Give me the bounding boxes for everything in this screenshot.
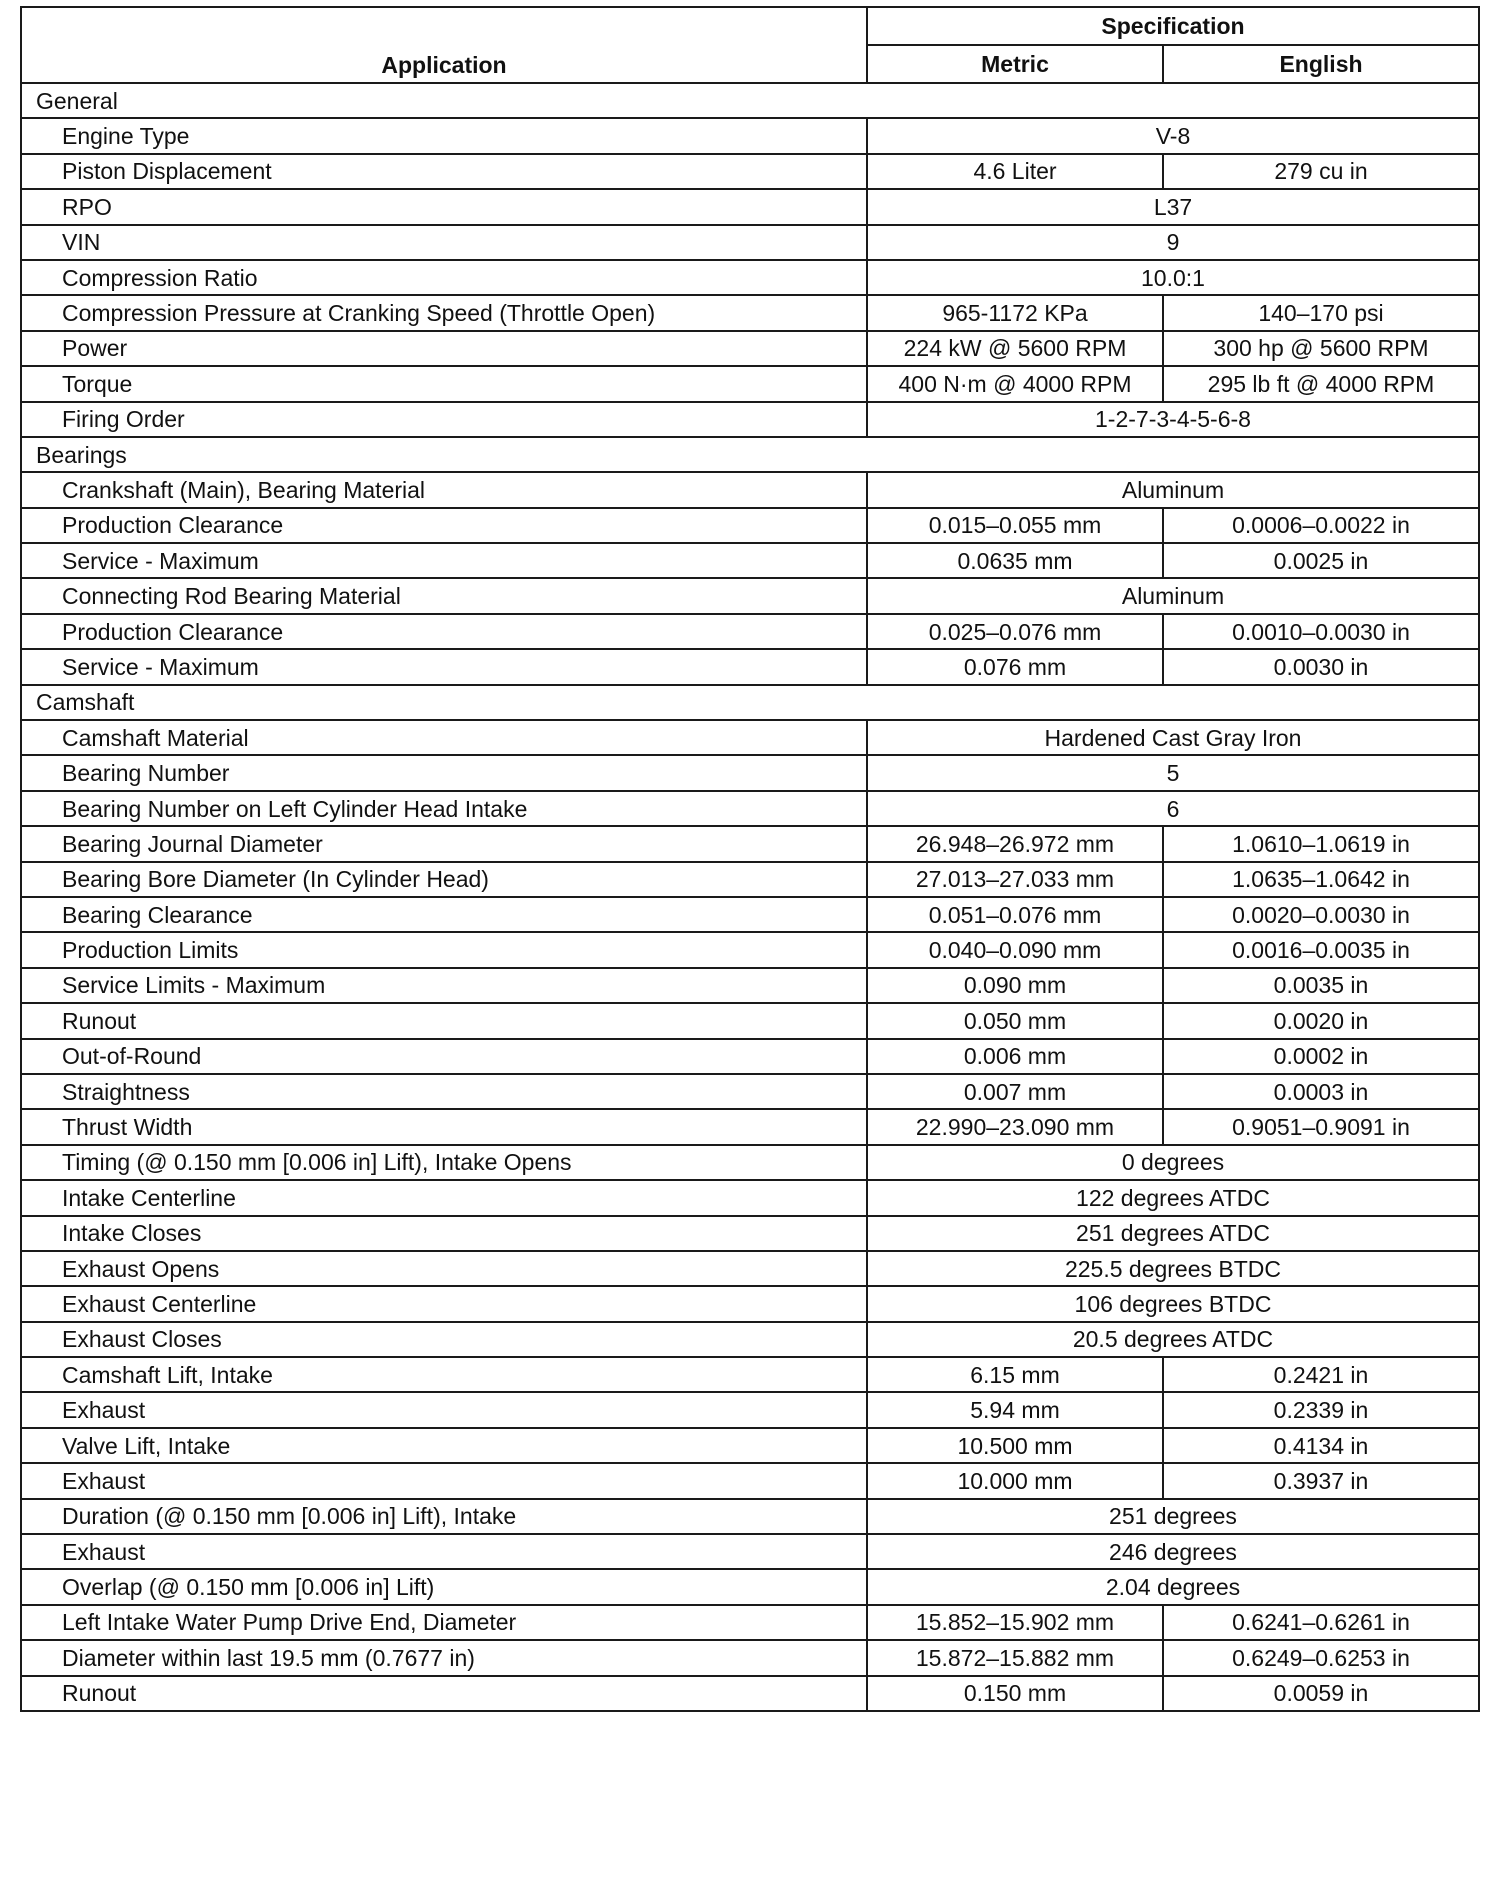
specification-cell: 225.5 degrees BTDC bbox=[867, 1251, 1479, 1286]
table-row bbox=[21, 472, 1479, 507]
english-cell: 0.9051–0.9091 in bbox=[1163, 1109, 1479, 1144]
application-cell: Camshaft Lift, Intake bbox=[21, 1357, 867, 1392]
table-row bbox=[21, 154, 1479, 189]
application-cell: RPO bbox=[21, 189, 867, 224]
table-row bbox=[21, 1216, 1479, 1251]
english-cell: 0.2339 in bbox=[1163, 1392, 1479, 1427]
table-row bbox=[21, 1534, 1479, 1569]
metric-cell: 400 N·m @ 4000 RPM bbox=[867, 366, 1163, 401]
application-cell: Compression Ratio bbox=[21, 260, 867, 295]
application-cell: Exhaust bbox=[21, 1534, 867, 1569]
specification-cell: Aluminum bbox=[867, 472, 1479, 507]
metric-cell: 0.015–0.055 mm bbox=[867, 508, 1163, 543]
application-cell: Exhaust bbox=[21, 1392, 867, 1427]
application-cell: Piston Displacement bbox=[21, 154, 867, 189]
metric-cell: 15.872–15.882 mm bbox=[867, 1640, 1163, 1675]
english-cell: 300 hp @ 5600 RPM bbox=[1163, 331, 1479, 366]
application-cell: Production Limits bbox=[21, 932, 867, 967]
english-cell: 0.0002 in bbox=[1163, 1039, 1479, 1074]
application-cell: Duration (@ 0.150 mm [0.006 in] Lift), Intake bbox=[21, 1499, 867, 1534]
application-cell: Straightness bbox=[21, 1074, 867, 1109]
specification-cell: 20.5 degrees ATDC bbox=[867, 1322, 1479, 1357]
table-row bbox=[21, 1109, 1479, 1144]
english-cell: 0.0006–0.0022 in bbox=[1163, 508, 1479, 543]
metric-cell: 0.051–0.076 mm bbox=[867, 897, 1163, 932]
application-cell: Diameter within last 19.5 mm (0.7677 in) bbox=[21, 1640, 867, 1675]
application-cell: Intake Closes bbox=[21, 1216, 867, 1251]
table-row bbox=[21, 1286, 1479, 1321]
table-header bbox=[21, 7, 1479, 83]
english-cell: 0.0030 in bbox=[1163, 649, 1479, 684]
application-cell: Exhaust Centerline bbox=[21, 1286, 867, 1321]
metric-cell: 22.990–23.090 mm bbox=[867, 1109, 1163, 1144]
table-row bbox=[21, 720, 1479, 755]
specification-cell: 106 degrees BTDC bbox=[867, 1286, 1479, 1321]
english-cell: 0.0010–0.0030 in bbox=[1163, 614, 1479, 649]
application-cell: Runout bbox=[21, 1676, 867, 1711]
specification-cell: 246 degrees bbox=[867, 1534, 1479, 1569]
application-cell: Left Intake Water Pump Drive End, Diameter bbox=[21, 1605, 867, 1640]
metric-cell: 27.013–27.033 mm bbox=[867, 862, 1163, 897]
table-row bbox=[21, 1180, 1479, 1215]
table-row bbox=[21, 402, 1479, 437]
application-cell: Bearing Bore Diameter (In Cylinder Head) bbox=[21, 862, 867, 897]
table-row bbox=[21, 1499, 1479, 1534]
english-cell: 0.0059 in bbox=[1163, 1676, 1479, 1711]
application-cell: Out-of-Round bbox=[21, 1039, 867, 1074]
english-cell: 0.6249–0.6253 in bbox=[1163, 1640, 1479, 1675]
table-body bbox=[21, 83, 1479, 1711]
application-cell: Overlap (@ 0.150 mm [0.006 in] Lift) bbox=[21, 1569, 867, 1604]
table-row bbox=[21, 1039, 1479, 1074]
application-cell: Bearing Number on Left Cylinder Head Intake bbox=[21, 791, 867, 826]
table-row bbox=[21, 1145, 1479, 1180]
english-cell: 0.0003 in bbox=[1163, 1074, 1479, 1109]
application-cell: Service - Maximum bbox=[21, 649, 867, 684]
table-row bbox=[21, 1463, 1479, 1498]
metric-cell: 6.15 mm bbox=[867, 1357, 1163, 1392]
application-cell: Connecting Rod Bearing Material bbox=[21, 578, 867, 613]
metric-cell: 0.150 mm bbox=[867, 1676, 1163, 1711]
application-cell: Thrust Width bbox=[21, 1109, 867, 1144]
specification-header: Specification bbox=[867, 7, 1479, 45]
table-row bbox=[21, 755, 1479, 790]
metric-cell: 0.007 mm bbox=[867, 1074, 1163, 1109]
specification-cell: L37 bbox=[867, 189, 1479, 224]
table-row bbox=[21, 1392, 1479, 1427]
english-cell: 140–170 psi bbox=[1163, 295, 1479, 330]
application-cell: Crankshaft (Main), Bearing Material bbox=[21, 472, 867, 507]
specification-cell: Hardened Cast Gray Iron bbox=[867, 720, 1479, 755]
section-label: Bearings bbox=[21, 437, 1479, 472]
table-row bbox=[21, 1357, 1479, 1392]
table-row bbox=[21, 791, 1479, 826]
metric-header: Metric bbox=[867, 45, 1163, 83]
table-row bbox=[21, 1605, 1479, 1640]
table-row bbox=[21, 578, 1479, 613]
application-cell: Intake Centerline bbox=[21, 1180, 867, 1215]
english-cell: 0.2421 in bbox=[1163, 1357, 1479, 1392]
specification-cell: 251 degrees bbox=[867, 1499, 1479, 1534]
application-cell: Torque bbox=[21, 366, 867, 401]
metric-cell: 0.040–0.090 mm bbox=[867, 932, 1163, 967]
english-cell: 0.0025 in bbox=[1163, 543, 1479, 578]
metric-cell: 4.6 Liter bbox=[867, 154, 1163, 189]
application-cell: Power bbox=[21, 331, 867, 366]
application-cell: Service Limits - Maximum bbox=[21, 968, 867, 1003]
metric-cell: 0.090 mm bbox=[867, 968, 1163, 1003]
application-cell: Valve Lift, Intake bbox=[21, 1428, 867, 1463]
table-row bbox=[21, 826, 1479, 861]
table-row bbox=[21, 543, 1479, 578]
english-cell: 0.0020–0.0030 in bbox=[1163, 897, 1479, 932]
application-cell: Bearing Number bbox=[21, 755, 867, 790]
english-cell: 0.0020 in bbox=[1163, 1003, 1479, 1038]
table-row bbox=[21, 1676, 1479, 1711]
english-cell: 0.6241–0.6261 in bbox=[1163, 1605, 1479, 1640]
table-row bbox=[21, 508, 1479, 543]
application-cell: Timing (@ 0.150 mm [0.006 in] Lift), Intake Opens bbox=[21, 1145, 867, 1180]
english-cell: 279 cu in bbox=[1163, 154, 1479, 189]
specification-cell: V-8 bbox=[867, 118, 1479, 153]
specification-cell: 9 bbox=[867, 225, 1479, 260]
table-row bbox=[21, 968, 1479, 1003]
application-cell: Bearing Journal Diameter bbox=[21, 826, 867, 861]
metric-cell: 15.852–15.902 mm bbox=[867, 1605, 1163, 1640]
section-row bbox=[21, 685, 1479, 720]
metric-cell: 0.050 mm bbox=[867, 1003, 1163, 1038]
english-header: English bbox=[1163, 45, 1479, 83]
application-cell: Camshaft Material bbox=[21, 720, 867, 755]
application-header: Application bbox=[21, 7, 867, 83]
application-cell: Compression Pressure at Cranking Speed (Throttle Open) bbox=[21, 295, 867, 330]
table-row bbox=[21, 614, 1479, 649]
english-cell: 0.3937 in bbox=[1163, 1463, 1479, 1498]
specification-cell: 1-2-7-3-4-5-6-8 bbox=[867, 402, 1479, 437]
metric-cell: 10.000 mm bbox=[867, 1463, 1163, 1498]
application-cell: Runout bbox=[21, 1003, 867, 1038]
application-cell: Bearing Clearance bbox=[21, 897, 867, 932]
english-cell: 0.0035 in bbox=[1163, 968, 1479, 1003]
header-row-top bbox=[21, 7, 1479, 45]
table-row bbox=[21, 932, 1479, 967]
table-row bbox=[21, 1569, 1479, 1604]
section-label: General bbox=[21, 83, 1479, 118]
table-row bbox=[21, 118, 1479, 153]
application-cell: Exhaust bbox=[21, 1463, 867, 1498]
english-cell: 1.0635–1.0642 in bbox=[1163, 862, 1479, 897]
metric-cell: 0.0635 mm bbox=[867, 543, 1163, 578]
specification-cell: 5 bbox=[867, 755, 1479, 790]
specification-cell: 251 degrees ATDC bbox=[867, 1216, 1479, 1251]
table-row bbox=[21, 331, 1479, 366]
table-row bbox=[21, 1251, 1479, 1286]
specification-cell: 2.04 degrees bbox=[867, 1569, 1479, 1604]
metric-cell: 10.500 mm bbox=[867, 1428, 1163, 1463]
application-cell: Service - Maximum bbox=[21, 543, 867, 578]
specification-cell: 10.0:1 bbox=[867, 260, 1479, 295]
specification-cell: 122 degrees ATDC bbox=[867, 1180, 1479, 1215]
metric-cell: 0.006 mm bbox=[867, 1039, 1163, 1074]
table-row bbox=[21, 366, 1479, 401]
metric-cell: 26.948–26.972 mm bbox=[867, 826, 1163, 861]
table-row bbox=[21, 189, 1479, 224]
english-cell: 0.4134 in bbox=[1163, 1428, 1479, 1463]
application-cell: Firing Order bbox=[21, 402, 867, 437]
section-row bbox=[21, 83, 1479, 118]
section-label: Camshaft bbox=[21, 685, 1479, 720]
table-row bbox=[21, 1003, 1479, 1038]
specification-cell: 6 bbox=[867, 791, 1479, 826]
application-cell: Production Clearance bbox=[21, 614, 867, 649]
specification-table bbox=[20, 6, 1480, 1712]
english-cell: 0.0016–0.0035 in bbox=[1163, 932, 1479, 967]
table-row bbox=[21, 1322, 1479, 1357]
metric-cell: 0.025–0.076 mm bbox=[867, 614, 1163, 649]
application-cell: Exhaust Opens bbox=[21, 1251, 867, 1286]
table-row bbox=[21, 1640, 1479, 1675]
table-row bbox=[21, 260, 1479, 295]
english-cell: 1.0610–1.0619 in bbox=[1163, 826, 1479, 861]
table-row bbox=[21, 649, 1479, 684]
application-cell: Engine Type bbox=[21, 118, 867, 153]
table-row bbox=[21, 295, 1479, 330]
table-row bbox=[21, 225, 1479, 260]
metric-cell: 5.94 mm bbox=[867, 1392, 1163, 1427]
table-row bbox=[21, 1074, 1479, 1109]
specification-cell: Aluminum bbox=[867, 578, 1479, 613]
table-row bbox=[21, 862, 1479, 897]
specification-cell: 0 degrees bbox=[867, 1145, 1479, 1180]
table-row bbox=[21, 897, 1479, 932]
application-cell: Production Clearance bbox=[21, 508, 867, 543]
application-cell: VIN bbox=[21, 225, 867, 260]
application-cell: Exhaust Closes bbox=[21, 1322, 867, 1357]
metric-cell: 0.076 mm bbox=[867, 649, 1163, 684]
metric-cell: 965-1172 KPa bbox=[867, 295, 1163, 330]
metric-cell: 224 kW @ 5600 RPM bbox=[867, 331, 1163, 366]
section-row bbox=[21, 437, 1479, 472]
table-row bbox=[21, 1428, 1479, 1463]
english-cell: 295 lb ft @ 4000 RPM bbox=[1163, 366, 1479, 401]
